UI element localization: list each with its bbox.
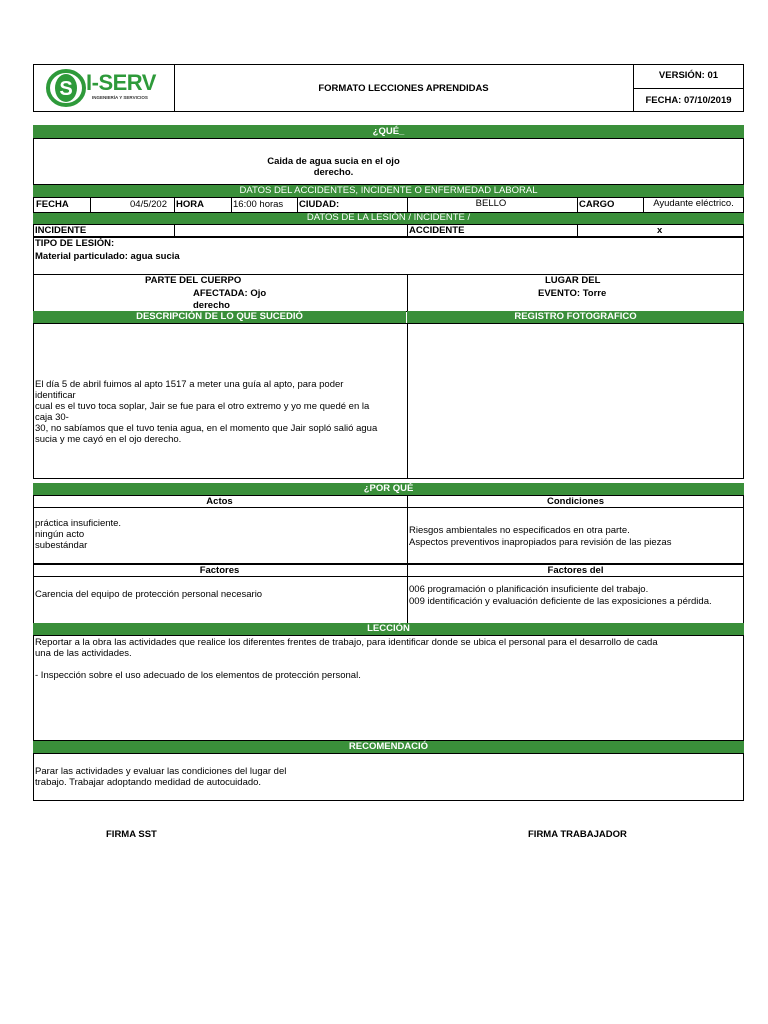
recomendacion-line: Parar las actividades y evaluar las condiciones del lugar del: [35, 766, 287, 777]
form-title: FORMATO LECCIONES APRENDIDAS: [318, 83, 489, 94]
actos-line: práctica insuficiente.: [35, 518, 122, 529]
leccion-line: Reportar a la obra las actividades que realice los diferentes frentes de trabajo, para identificar donde se ubica el personal para el desarrollo de cada: [35, 637, 658, 648]
material-text: Material particulado: agua sucia: [35, 251, 180, 262]
leccion-line: [35, 659, 740, 670]
cargo-label: CARGO: [579, 199, 615, 210]
leccion-text: [35, 637, 740, 681]
que-text-2: derecho.: [313, 167, 354, 178]
datos-lesion-row: [33, 224, 744, 237]
parte-lugar-box: [33, 274, 744, 312]
hora-value: 16:00 horas: [233, 199, 284, 210]
factores-text: Carencia del equipo de protección personal necesario: [35, 589, 263, 600]
registro-header: REGISTRO FOTOGRAFICO: [407, 311, 744, 323]
recomendacion-header: RECOMENDACIÓ: [33, 741, 744, 753]
fecha-label: FECHA: [36, 199, 69, 210]
por-que-header: ¿POR QUÉ: [33, 483, 744, 495]
descripcion-line: El día 5 de abril fuimos al apto 1517 a meter una guía al apto, para poder: [35, 379, 344, 390]
condiciones-label: Condiciones: [546, 496, 604, 507]
factores-del-line: 009 identificación y evaluación deficiente de las exposiciones a pérdida.: [409, 596, 712, 607]
leccion-line: una de las actividades.: [35, 648, 132, 659]
que-text-1: Caida de agua sucia en el ojo: [267, 156, 400, 167]
parte-cuerpo-1: PARTE DEL CUERPO: [145, 275, 242, 286]
parte-cuerpo-2: AFECTADA: Ojo: [193, 288, 267, 299]
factores-del-label: Factores del: [547, 565, 604, 576]
descripcion-text: [35, 379, 403, 445]
leccion-header: LECCIÓN: [33, 623, 744, 635]
logo-tagline: INGENIERÍA Y SERVICIOS: [92, 95, 148, 100]
factores-del-line: 006 programación o planificación insuficiente del trabajo.: [409, 584, 649, 595]
descripcion-line: cual es el tuvo toca soplar, Jair se fue para el otro extremo y yo me quedé en la: [35, 401, 370, 412]
firma-trabajador-label: FIRMA TRABAJADOR: [528, 829, 627, 840]
ciudad-label: CIUDAD:: [299, 199, 340, 210]
tipo-lesion-label: TIPO DE LESIÓN:: [35, 238, 115, 249]
actos-text: [35, 518, 121, 551]
leccion-line: - Inspección sobre el uso adecuado de los elementos de protección personal.: [35, 670, 361, 681]
recomendacion-text: [35, 766, 286, 788]
datos-accidente-header: DATOS DEL ACCIDENTES, INCIDENTE O ENFERMEDAD LABORAL: [33, 185, 744, 197]
condiciones-text: [409, 525, 671, 549]
lugar-evento-1: LUGAR DEL: [545, 275, 601, 286]
registro-fotografico-area: [407, 324, 743, 478]
logo-text: I-SERV: [86, 70, 156, 95]
hora-label: HORA: [176, 199, 204, 210]
form-date: FECHA: 07/10/2019: [645, 95, 732, 106]
incidente-label: INCIDENTE: [35, 225, 87, 236]
fecha-value: 04/5/202: [130, 199, 167, 210]
ciudad-value: BELLO: [475, 198, 507, 209]
factores-label: Factores: [199, 565, 240, 576]
descripcion-line: 30, no sabíamos que el tuvo tenia agua, en el momento que Jair sopló salió agua: [35, 423, 378, 434]
parte-cuerpo-3: derecho: [193, 300, 230, 311]
condiciones-line: Aspectos preventivos inapropiados para revisión de las piezas: [409, 537, 672, 548]
descripcion-line: sucia y me cayó en el ojo derecho.: [35, 434, 182, 445]
actos-label: Actos: [206, 496, 233, 507]
descripcion-header: DESCRIPCIÓN DE LO QUE SUCEDIÓ: [33, 311, 406, 323]
svg-text:S: S: [59, 78, 73, 100]
form-version: VERSIÓN: 01: [658, 70, 719, 81]
company-logo: [44, 68, 170, 108]
descripcion-line: caja 30-: [35, 412, 69, 423]
accidente-mark: x: [657, 225, 663, 236]
actos-line: subestándar: [35, 540, 88, 551]
factores-del-text: [409, 584, 712, 608]
lugar-evento-2: EVENTO: Torre: [538, 288, 607, 299]
accidente-label: ACCIDENTE: [409, 225, 465, 236]
recomendacion-line: trabajo. Trabajar adoptando medidad de autocuidado.: [35, 777, 262, 788]
firma-sst-label: FIRMA SST: [106, 829, 157, 840]
datos-lesion-header: DATOS DE LA LESIÓN / INCIDENTE /: [33, 213, 744, 224]
condiciones-line: Riesgos ambientales no especificados en otra parte.: [409, 525, 630, 536]
cargo-value: Ayudante eléctrico.: [653, 198, 734, 209]
descripcion-line: identificar: [35, 390, 76, 401]
que-header: ¿QUÉ_: [33, 125, 744, 138]
actos-line: ningún acto: [35, 529, 85, 540]
